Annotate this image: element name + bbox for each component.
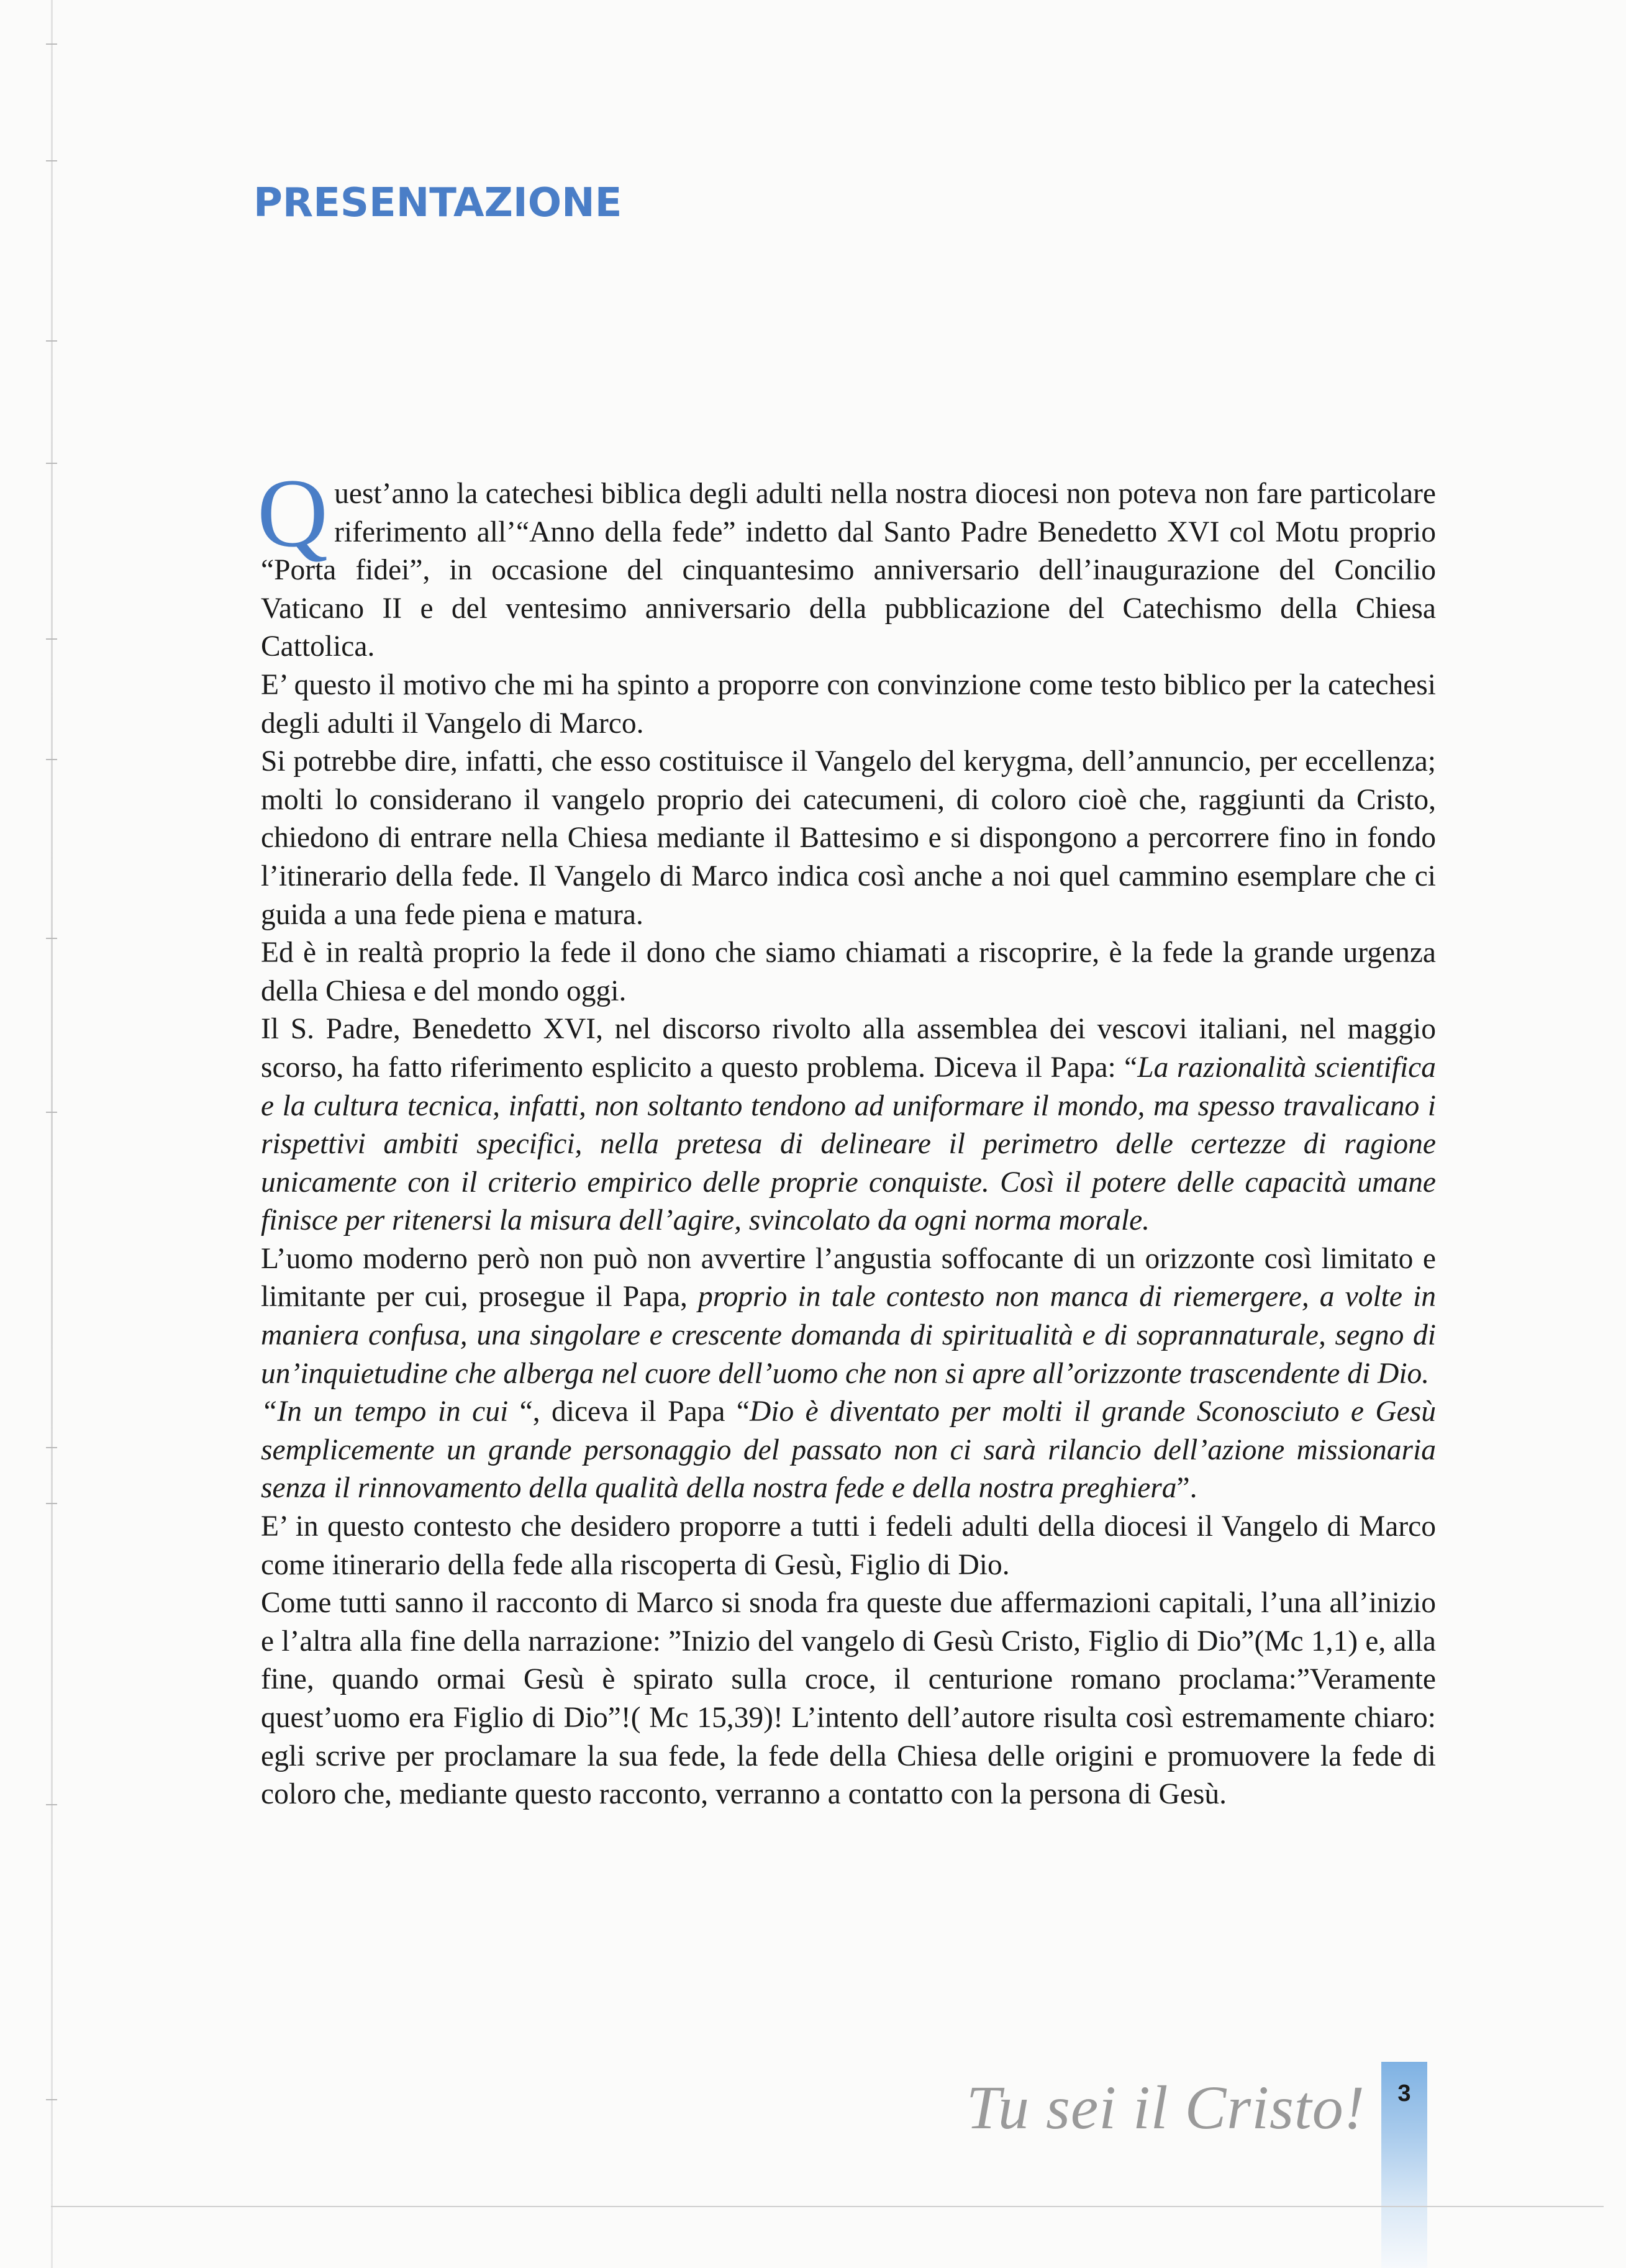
running-title: Tu sei il Cristo! (966, 2073, 1365, 2142)
paragraph-text: ”. (1176, 1472, 1197, 1505)
binding-mark (46, 1112, 57, 1113)
binding-mark (46, 43, 57, 45)
body-text (257, 459, 1436, 1814)
paragraph-text: Si potrebbe dire, infatti, che esso costituisce il Vangelo del kerygma, dell’annuncio, per eccellenza; molti lo considerano il vangelo proprio dei catecumeni, di coloro cioè che, raggiunti da Cristo, chiedono di entrare nella Chiesa mediante il Battesimo e si dispongono a percorrere fino in fondo l’itinerario della fede. Il Vangelo di Marco indica così anche a noi quel cammino esemplare che ci guida a una fede piena e matura. (261, 745, 1436, 931)
paragraph-text: L’uomo moderno però non può non avvertire l’angustia soffocante di un orizzonte così limitato e limitante per cui, prosegue il Papa, (261, 1242, 1436, 1313)
binding-mark (46, 1447, 57, 1448)
paragraph (257, 459, 1436, 666)
binding-mark (46, 1503, 57, 1504)
binding-mark (46, 2099, 57, 2100)
paragraph-text: E’ in questo contesto che desidero proporre a tutti i fedeli adulti della diocesi il Vangelo di Marco come itinerario della fede alla riscoperta di Gesù, Figlio di Dio. (261, 1510, 1436, 1581)
paragraph (261, 743, 1436, 934)
paragraph (261, 1584, 1436, 1814)
paragraph (261, 1508, 1436, 1584)
paragraph (261, 1393, 1436, 1508)
paragraph (261, 1010, 1436, 1240)
binding-mark (46, 1804, 57, 1805)
paragraph (261, 666, 1436, 743)
quoted-text: proprio in tale contesto non manca di riemergere, a volte in maniera confusa, una singolare e crescente domanda di spiritualità e di soprannaturale, segno di un’inquietudine che alberga nel cuore dell’uomo che non si apre all’orizzonte trascendente di Dio. (261, 1281, 1436, 1390)
quoted-text: “In un tempo in cui (261, 1395, 520, 1428)
binding-mark (46, 938, 57, 939)
quoted-text: La razionalità scientifica e la cultura tecnica, infatti, non soltanto tendono ad uniformare il mondo, ma spesso travalicano i rispettivi ambiti specifici, nella pretesa di delineare il perimetro delle certezze di ragione unicamente con il criterio empirico delle proprie conquiste. Così il potere delle capacità umane finisce per ritenersi la misura dell’agire, svincolato da ogni norma morale. (261, 1051, 1436, 1237)
paragraph-text: Ed è in realtà proprio la fede il dono che siamo chiamati a riscoprire, è la fede la grande urgenza della Chiesa e del mondo oggi. (261, 937, 1436, 1007)
binding-mark (46, 759, 57, 760)
paragraph (261, 1240, 1436, 1393)
binding-mark (46, 160, 57, 161)
drop-cap: Q (257, 459, 329, 568)
paragraph-text: Come tutti sanno il racconto di Marco si snoda fra queste due affermazioni capitali, l’una all’inizio e l’altra alla fine della narrazione: ”Inizio del vangelo di Gesù Cristo, Figlio di Dio”(Mc 1,1) e, alla fine, quando ormai Gesù è spirato sulla croce, il centurione romano proclama:”Veramente quest’uomo era Figlio di Dio”!( Mc 15,39)! L’intento dell’autore risulta così estremamente chiaro: egli scrive per proclamare la sua fede, la fede della Chiesa delle origini e promuovere la fede di coloro che, mediante questo racconto, verranno a contatto con la persona di Gesù. (261, 1587, 1436, 1811)
paragraph-text: Il S. Padre, Benedetto XVI, nel discorso rivolto alla assemblea dei vescovi italiani, nel maggio scorso, ha fatto riferimento esplicito a questo problema. Diceva il Papa: “ (261, 1013, 1436, 1084)
page-number: 3 (1397, 2080, 1411, 2107)
paragraph-text: uest’anno la catechesi biblica degli adulti nella nostra diocesi non poteva non fare particolare riferimento all’“Anno della fede” indetto dal Santo Padre Benedetto XVI col Motu proprio “Porta fidei”, in occasione del cinquantesimo anniversario dell’inaugurazione del Concilio Vaticano II e del ventesimo anniversario della pubblicazione del Catechismo della Chiesa Cattolica. (261, 478, 1436, 663)
page-title: PRESENTAZIONE (253, 180, 622, 226)
quoted-text: Dio è diventato per molti il grande Sconosciuto e Gesù semplicemente un grande personaggio del passato non ci sarà rilancio dell’azione missionaria senza il rinnovamento della qualità della nostra fede e della nostra preghiera (261, 1395, 1436, 1505)
paragraph-text: E’ questo il motivo che mi ha spinto a proporre con convinzione come testo biblico per la catechesi degli adulti il Vangelo di Marco. (261, 668, 1436, 740)
paragraph (261, 934, 1436, 1010)
binding-mark (46, 638, 57, 640)
binding-mark (46, 340, 57, 342)
binding-mark (46, 463, 57, 464)
paragraph-text: “, diceva il Papa “ (519, 1395, 750, 1428)
page-bottom-edge (51, 2206, 1604, 2207)
